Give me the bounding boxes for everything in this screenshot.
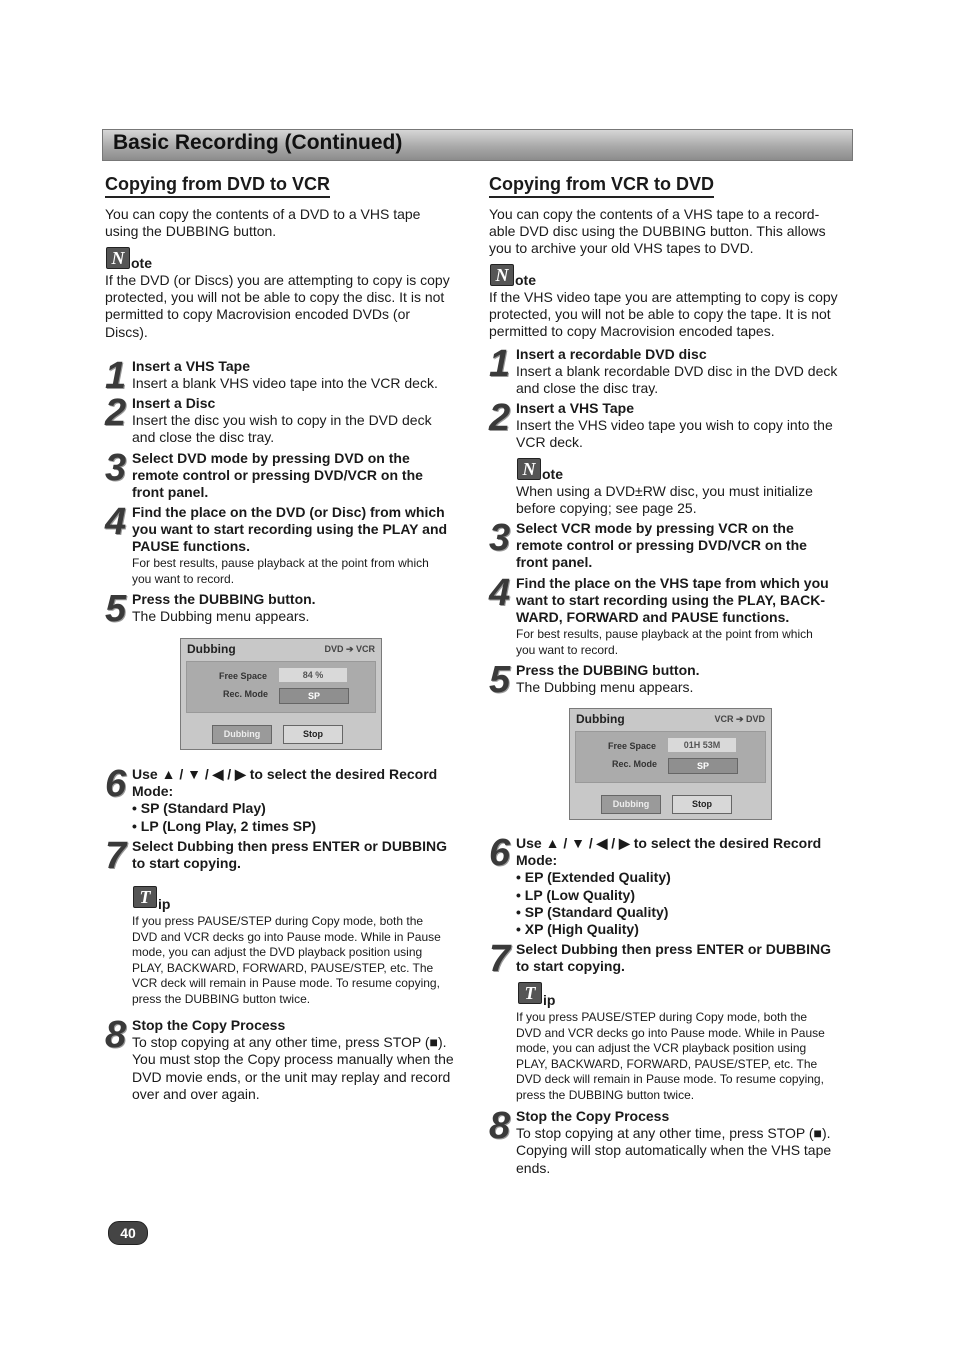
intro-vcr-to-dvd: You can copy the contents of a VHS tape to a record- able DVD disc using the DUBBING button. This allows you to archive your old VHS tapes to DVD.	[489, 206, 826, 257]
step-2: Insert a VHS Tape Insert the VHS video tape you wish to copy into the VCR deck.	[516, 400, 833, 451]
note-text: If the VHS video tape you are attempting to copy is copy protected, you will not be able to copy the tape. It is not permitted to copy Macrovision encoded tapes.	[489, 289, 838, 340]
rec-mode-value[interactable]: SP	[279, 688, 349, 704]
osd-title: Dubbing	[187, 642, 236, 656]
free-space-value: 84 %	[279, 668, 347, 682]
step-number: 4	[105, 501, 125, 543]
step-number: 1	[105, 355, 125, 397]
step-number: 8	[489, 1105, 509, 1147]
step-4: Find the place on the DVD (or Disc) from which you want to start recording using the PLAY and PAUSE functions.	[132, 504, 448, 555]
free-space-value: 01H 53M	[668, 738, 736, 752]
note-icon: N	[490, 264, 514, 286]
tip-text: If you press PAUSE/STEP during Copy mode, both the DVD and VCR decks go into Pause mode. While in Pause mode, you can adjust the DVD playback position using PLAY, BACKWARD, FORWARD, PAUSE/STEP, etc. The VCR deck will remain in Pause mode. To resume copying, press the DUBBING button twice.	[132, 914, 441, 1006]
section-title-dvd-to-vcr: Copying from DVD to VCR	[105, 173, 330, 198]
step-3: Select DVD mode by pressing DVD on the remote control or pressing DVD/VCR on the front panel.	[132, 450, 423, 501]
note-label: ote	[131, 255, 152, 271]
step-8: Stop the Copy Process To stop copying at any other time, press STOP (■). Copying will stop automatically when the VHS tape ends.	[516, 1108, 832, 1176]
dubbing-menu-screen	[569, 708, 772, 820]
step-number: 7	[105, 835, 125, 877]
step-7: Select Dubbing then press ENTER or DUBBING to start copying.	[132, 838, 448, 872]
step-number: 6	[489, 832, 509, 874]
step-number: 6	[105, 763, 125, 805]
tip-text: If you press PAUSE/STEP during Copy mode, both the DVD and VCR decks go into Pause mode. While in Pause mode, you can adjust the VCR playback position using PLAY, BACKWARD, FORWARD, PAUSE/STEP, etc. The DVD deck will remain in Pause mode. To resume copying, press the DUBBING button twice.	[516, 1010, 825, 1102]
page-number: 40	[108, 1221, 148, 1245]
step-number: 1	[489, 343, 509, 385]
rec-mode-label: Rec. Mode	[223, 689, 269, 699]
step-1: Insert a VHS Tape Insert a blank VHS video tape into the VCR deck.	[132, 358, 438, 392]
note-label: ote	[515, 272, 536, 288]
intro-dvd-to-vcr: You can copy the contents of a DVD to a VHS tape using the DUBBING button.	[105, 206, 421, 240]
note-label: ote	[542, 466, 563, 482]
section-title-vcr-to-dvd: Copying from VCR to DVD	[489, 173, 714, 198]
step-8: Stop the Copy Process To stop copying at any other time, press STOP (■). You must stop the Copy process manually when the DVD movie ends, or the unit may replay and record over and over again.	[132, 1017, 454, 1102]
note-text: When using a DVD±RW disc, you must initialize before copying; see page 25.	[516, 483, 813, 517]
step-2: Insert a Disc Insert the disc you wish to copy in the DVD deck and close the disc tray.	[132, 395, 432, 446]
step-number: 4	[489, 572, 509, 614]
step-7: Select Dubbing then press ENTER or DUBBING to start copying.	[516, 941, 832, 975]
tip-label: ip	[158, 896, 171, 912]
tip-icon: T	[133, 886, 157, 908]
dubbing-menu-screen	[180, 638, 382, 750]
free-space-label: Free Space	[219, 671, 268, 681]
tip-icon: T	[518, 982, 542, 1004]
step-number: 8	[105, 1014, 125, 1056]
step-5: Press the DUBBING button. The Dubbing menu appears.	[516, 662, 700, 696]
step-number: 5	[489, 659, 509, 701]
osd-route: VCR ➔ DVD	[714, 714, 765, 724]
step-4-note: For best results, pause playback at the point from which you want to record.	[516, 627, 813, 657]
step-number: 7	[489, 938, 509, 980]
step-1: Insert a recordable DVD disc Insert a blank recordable DVD disc in the DVD deck and close the disc tray.	[516, 346, 838, 397]
dubbing-button[interactable]: Dubbing	[601, 795, 661, 814]
step-6: Use ▲ / ▼ / ◀ / ▶ to select the desired Record Mode: • SP (Standard Play) • LP (Long Play, 2 times SP)	[132, 766, 438, 834]
note-icon: N	[517, 458, 541, 480]
stop-button[interactable]: Stop	[283, 725, 343, 744]
step-4: Find the place on the VHS tape from which you want to start recording using the PLAY, BACK- WARD, FORWARD and PAUSE functions.	[516, 575, 829, 626]
note-text: If the DVD (or Discs) you are attempting to copy is copy protected, you will not be able to copy the disc. It is not permitted to copy Macrovision encoded DVDs (or Discs).	[105, 272, 450, 340]
step-number: 3	[105, 447, 125, 489]
step-4-note: For best results, pause playback at the point from which you want to record.	[132, 556, 429, 586]
step-5: Press the DUBBING button. The Dubbing menu appears.	[132, 591, 316, 625]
step-6: Use ▲ / ▼ / ◀ / ▶ to select the desired Record Mode: • EP (Extended Quality) • LP (Low Quality) • SP (Standard Quality) • XP (High Quality)	[516, 835, 822, 938]
step-number: 5	[105, 588, 125, 630]
rec-mode-value[interactable]: SP	[668, 758, 738, 774]
page-title: Basic Recording (Continued)	[113, 131, 403, 154]
tip-label: ip	[543, 992, 556, 1008]
note-icon: N	[106, 247, 130, 269]
step-3: Select VCR mode by pressing VCR on the remote control or pressing DVD/VCR on the front panel.	[516, 520, 807, 571]
step-number: 2	[489, 397, 509, 439]
free-space-label: Free Space	[608, 741, 657, 751]
dubbing-button[interactable]: Dubbing	[212, 725, 272, 744]
step-number: 2	[105, 392, 125, 434]
osd-route: DVD ➔ VCR	[324, 644, 375, 654]
step-number: 3	[489, 517, 509, 559]
osd-title: Dubbing	[576, 712, 625, 726]
rec-mode-label: Rec. Mode	[612, 759, 658, 769]
stop-button[interactable]: Stop	[672, 795, 732, 814]
